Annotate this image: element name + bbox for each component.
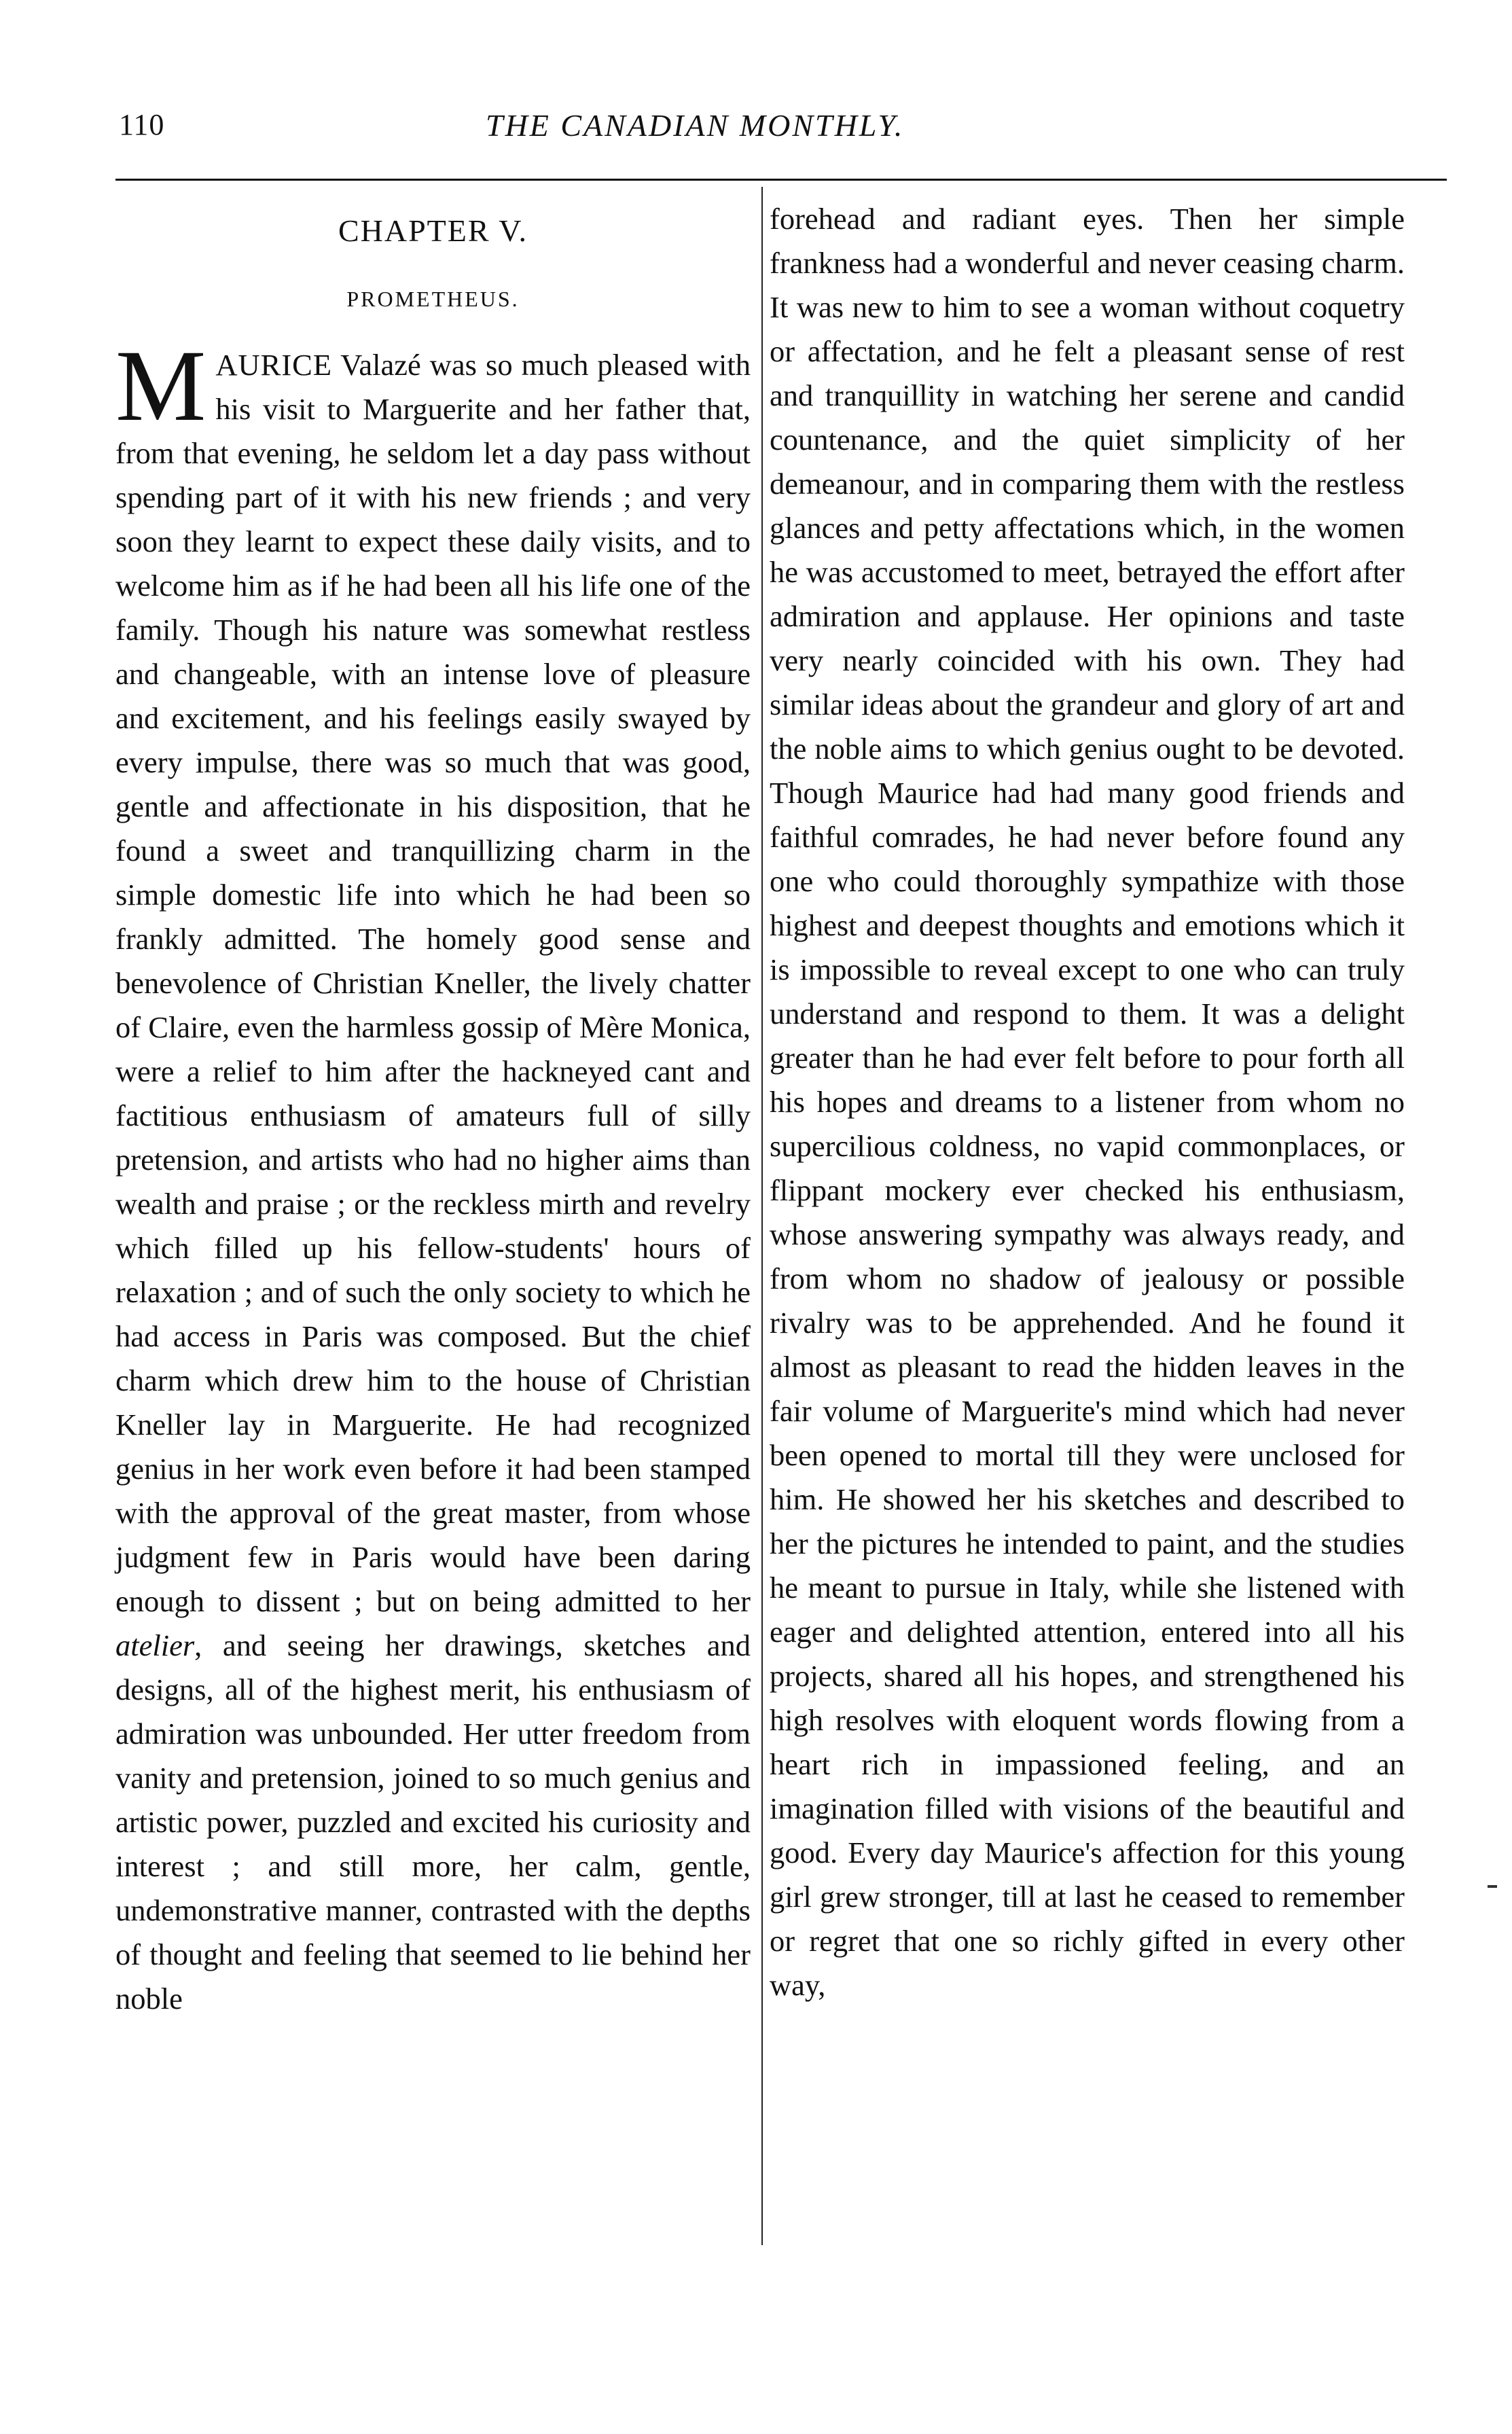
right-column xyxy=(770,197,1405,2007)
left-text-part-1: Valazé was so much pleased with his visit to Marguerite and her father that, from that evening, he seldom let a day pass without spending part of it with his new friends ; and very soon they learnt to expect these daily visits, and to welcome him as if he had been all his life one of the family. Though his nature was somewhat restless and changeable, with an intense love of pleasure and excitement, and his feelings easily swayed by every impulse, there was so much that was good, gentle and affectionate in his disposition, that he found a sweet and tranquillizing charm in the simple domestic life into which he had been so frankly admitted. The homely good sense and benevolence of Christian Kneller, the lively chatter of Claire, even the harmless gossip of Mère Monica, were a relief to him after the hackneyed cant and factitious enthusiasm of amateurs full of silly pretension, and artists who had no higher aims than wealth and praise ; or the reckless mirth and revelry which filled up his fellow-students' hours of relaxation ; and of such the only society to which he had access in Paris was composed. But the chief charm which drew him to the house of Christian Kneller lay in Marguerite. He had recognized genius in her work even before it had been stamped with the approval of the great master, from whose judgment few in Paris would have been daring enough to dissent ; but on being admitted to her xyxy=(115,348,751,1618)
page-number: 110 xyxy=(119,108,165,141)
journal-title: THE CANADIAN MONTHLY. xyxy=(486,108,905,143)
margin-mark xyxy=(1488,1885,1497,1888)
right-column-text: forehead and radiant eyes. Then her simple frankness had a wonderful and never ceasing charm. It was new to him to see a woman without coquetry or affectation, and he felt a pleasant sense of rest and tranquillity in watching her serene and candid countenance, and the quiet simplicity of her demeanour, and in comparing them with the restless glances and petty affectations which, in the women he was accustomed to meet, betrayed the effort after admiration and applause. Her opinions and taste very nearly coincided with his own. They had similar ideas about the grandeur and glory of art and the noble aims to which genius ought to be devoted. Though Maurice had had many good friends and faithful comrades, he had never before found any one who could thoroughly sympathize with those highest and deepest thoughts and emotions which it is impossible to reveal except to one who can truly understand and respond to them. It was a delight greater than he had ever felt before to pour forth all his hopes and dreams to a listener from whom no supercilious coldness, no vapid commonplaces, or flippant mockery ever checked his enthusiasm, whose answering sympathy was always ready, and from whom no shadow of jealousy or possible rivalry was to be apprehended. And he found it almost as pleasant to read the hidden leaves in the fair volume of Marguerite's mind which had never been opened to mortal till they were unclosed for him. He showed her his sketches and described to her the pictures he intended to paint, and the studies he meant to pursue in Italy, while she listened with eager and delighted attention, entered into all his projects, shared all his hopes, and strengthened his high resolves with eloquent words flowing from a heart rich in impassioned feeling, and an imagination filled with visions of the beautiful and good. Every day Maurice's affection for this young girl grew stronger, till at last he ceased to remember or regret that one so richly gifted in every other way, xyxy=(770,202,1405,2002)
left-column-text xyxy=(115,329,751,2021)
column-divider xyxy=(761,187,763,2245)
header-rule xyxy=(115,179,1447,181)
chapter-heading: CHAPTER V. xyxy=(338,213,528,248)
opening-caps: AURICE xyxy=(215,348,333,382)
left-column xyxy=(115,197,751,2021)
running-head xyxy=(119,107,1443,162)
italic-word: atelier xyxy=(115,1628,195,1662)
chapter-subheading: PROMETHEUS. xyxy=(346,287,520,311)
drop-cap: M xyxy=(115,329,206,442)
left-text-part-2: , and seeing her drawings, sketches and designs, all of the highest merit, his enthusiasm of admiration was unbounded. Her utter freedom from vanity and pretension, joined to so much genius and artistic power, puzzled and excited his curiosity and interest ; and still more, her calm, gentle, undemonstrative manner, contrasted with the depths of thought and feeling that seemed to lie behind her noble xyxy=(115,1628,751,2016)
